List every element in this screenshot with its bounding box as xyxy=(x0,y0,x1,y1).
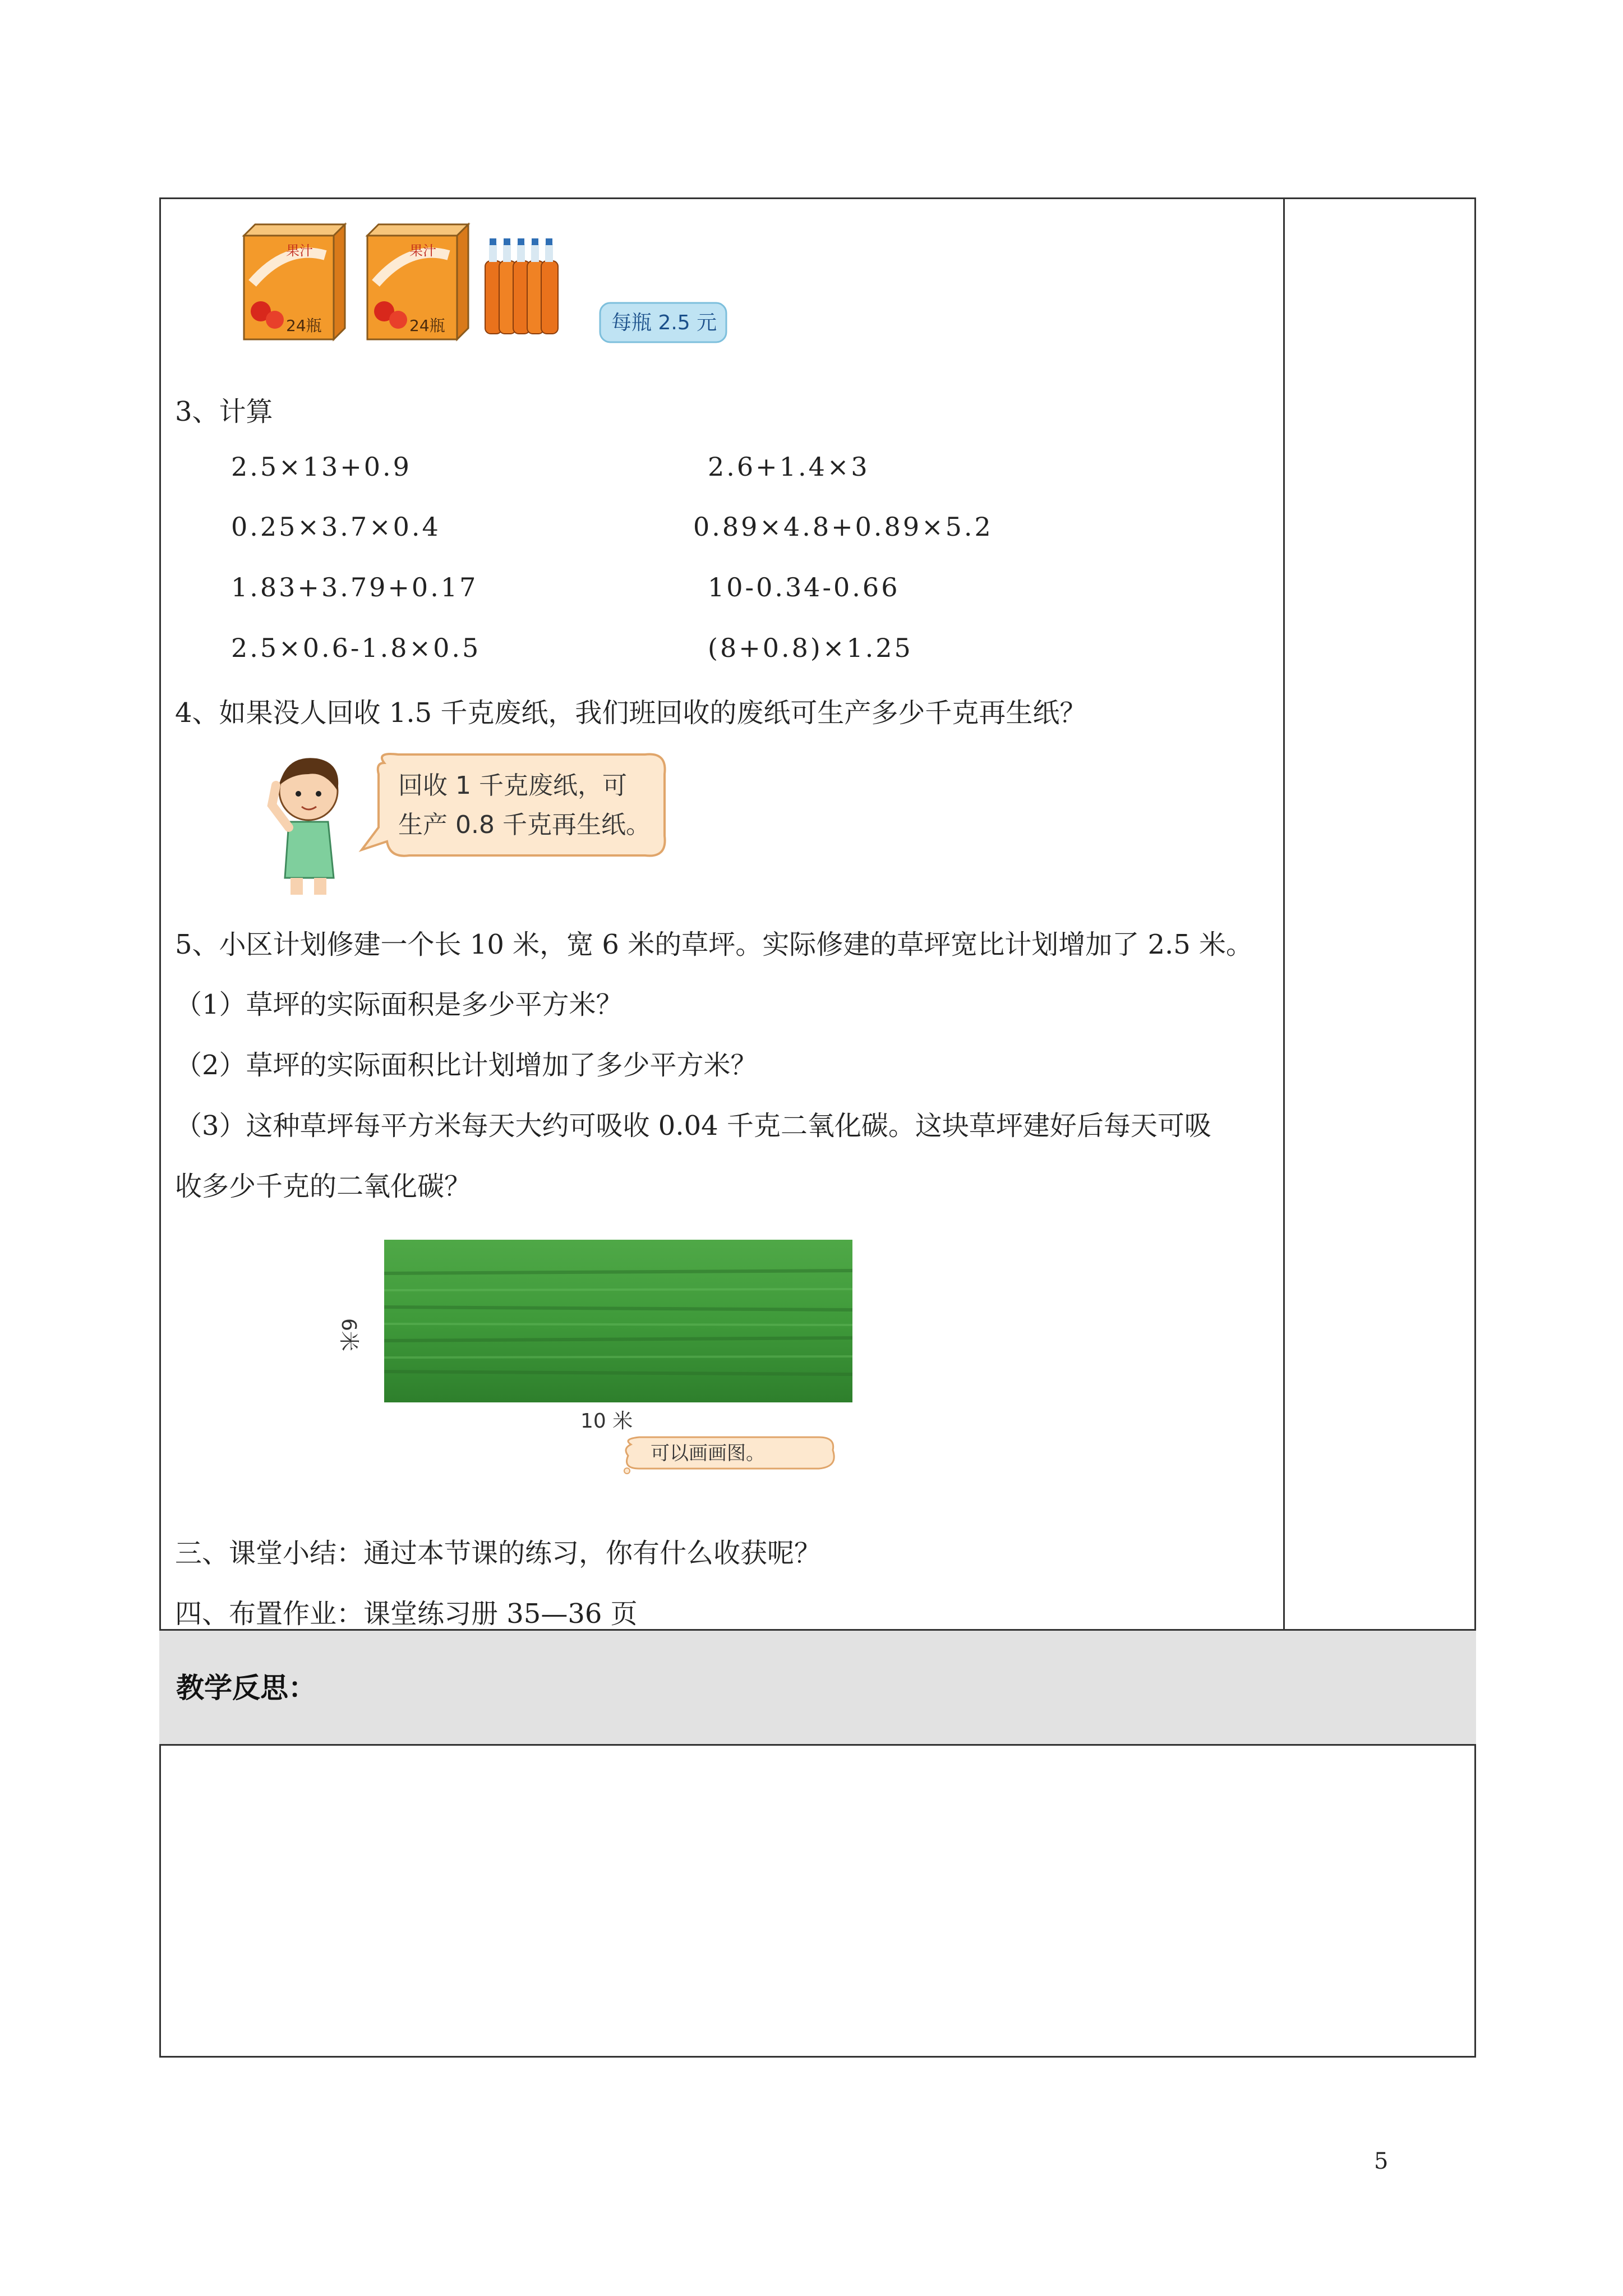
calc-row3-right: 10-0.34-0.66 xyxy=(708,572,900,602)
juice-box-2 xyxy=(367,224,468,339)
juice-bottles xyxy=(485,238,558,334)
price-tag xyxy=(600,303,726,342)
calc-row1-right: 2.6+1.4×3 xyxy=(708,452,870,482)
reflection-label: 教学反思： xyxy=(176,1672,316,1704)
summary-text: 三、课堂小结：通过本节课的练习，你有什么收获呢？ xyxy=(175,1538,822,1569)
boy-figure xyxy=(272,758,338,895)
lawn-length-label: 10 米 xyxy=(580,1410,633,1433)
speech-bubble-line2: 生产 0.8 千克再生纸。 xyxy=(398,811,651,839)
reflection-header-row xyxy=(159,1629,1476,1746)
juice-box-label: 果汁 xyxy=(286,243,313,259)
section5-q1: （1）草坪的实际面积是多少平方米？ xyxy=(175,989,623,1020)
table-column-divider xyxy=(1283,197,1285,1630)
boy-speech-illustration xyxy=(264,752,701,898)
calc-row4-right: (8+0.8)×1.25 xyxy=(708,633,913,663)
calc-row2-right: 0.89×4.8+0.89×5.2 xyxy=(693,512,993,542)
lawn-rectangle xyxy=(384,1240,852,1402)
juice-box-label: 果汁 xyxy=(409,243,436,259)
price-tag-text: 每瓶 2.5 元 xyxy=(611,311,717,334)
calc-row2-left: 0.25×3.7×0.4 xyxy=(231,512,441,542)
juice-box-count: 24瓶 xyxy=(409,316,445,335)
juice-box-count: 24瓶 xyxy=(286,316,322,335)
juice-box-1 xyxy=(244,224,345,339)
hint-bubble xyxy=(624,1437,834,1474)
section5-q2: （2）草坪的实际面积比计划增加了多少平方米？ xyxy=(175,1050,758,1081)
section4-question: 4、如果没人回收 1.5 千克废纸，我们班回收的废纸可生产多少千克再生纸？ xyxy=(175,697,1087,729)
section5-question: 5、小区计划修建一个长 10 米，宽 6 米的草坪。实际修建的草坪宽比计划增加了 2.5 米。 xyxy=(175,929,1253,960)
section3-heading: 3、计算 xyxy=(175,396,273,427)
homework-text: 四、布置作业：课堂练习册 35—36 页 xyxy=(175,1598,638,1630)
juice-box-illustration xyxy=(236,222,740,351)
calc-row4-left: 2.5×0.6-1.8×0.5 xyxy=(231,633,481,663)
hint-bubble-text: 可以画画图。 xyxy=(651,1442,765,1465)
lawn-diagram xyxy=(325,1228,886,1498)
calc-row3-left: 1.83+3.79+0.17 xyxy=(231,572,478,602)
calc-row1-left: 2.5×13+0.9 xyxy=(231,452,412,482)
section5-q3-line1: （3）这种草坪每平方米每天大约可吸收 0.04 千克二氧化碳。这块草坪建好后每天可吸 xyxy=(175,1110,1211,1142)
speech-bubble-line1: 回收 1 千克废纸，可 xyxy=(398,771,627,800)
section5-q3-line2: 收多少千克的二氧化碳？ xyxy=(175,1171,472,1202)
page-number: 5 xyxy=(1374,2148,1389,2174)
speech-bubble xyxy=(362,754,665,856)
lawn-width-label: 6米 xyxy=(337,1318,360,1351)
